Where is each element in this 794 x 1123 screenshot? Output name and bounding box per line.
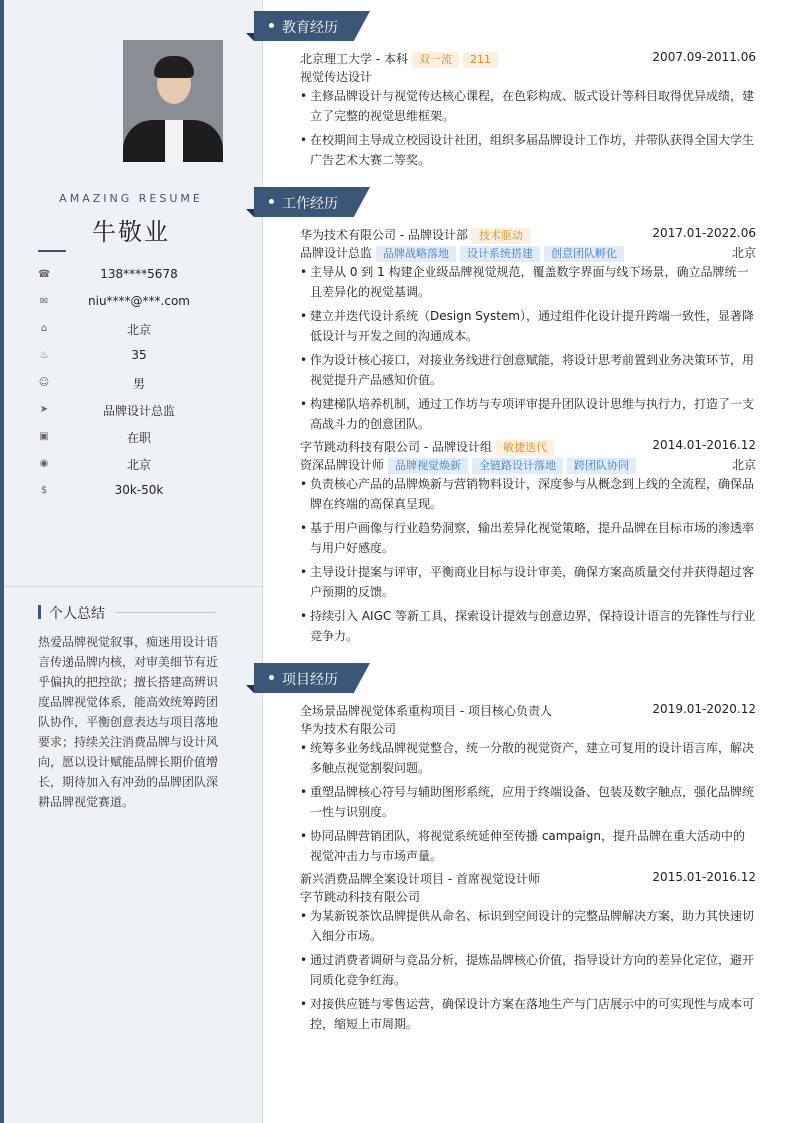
sidebar-divider (4, 586, 262, 587)
project-name: 新兴消费品牌全案设计项目 - 首席视觉设计师 (300, 872, 540, 886)
cake-icon: ♨ (39, 350, 49, 361)
info-gender (38, 375, 238, 395)
info-email (38, 294, 238, 314)
summary-marker (38, 605, 41, 619)
home-text: 北京 (126, 323, 151, 337)
home-icon: ⌂ (40, 323, 48, 334)
profile-photo (123, 40, 223, 162)
skill-tag: 品牌战略落地 (376, 246, 456, 262)
project-period: 2015.01-2016.12 (652, 870, 756, 884)
candidate-name: 牛敬业 (92, 218, 170, 246)
name-underline (38, 250, 66, 252)
info-position (38, 402, 238, 422)
work-header (254, 187, 370, 217)
summary-title: 个人总结 (49, 606, 105, 622)
location-text: 北京 (126, 458, 151, 472)
project-name: 全场景品牌视觉体系重构项目 - 项目核心负责人 (300, 704, 552, 718)
info-status (38, 429, 238, 449)
project-row (300, 702, 756, 720)
skill-tag: 跨团队协同 (567, 458, 636, 474)
skill-tag: 创意团队孵化 (544, 246, 624, 262)
job-role-row (300, 456, 756, 474)
education-header (254, 11, 370, 41)
education-major-row (300, 68, 756, 86)
face-icon: ☺ (38, 377, 50, 388)
job-tag: 敏捷迭代 (496, 440, 554, 456)
info-age (38, 348, 238, 368)
skill-tag: 全链路设计落地 (472, 458, 563, 474)
education-period: 2007.09-2011.06 (652, 50, 756, 64)
school-name: 北京理工大学 - 本科 (300, 52, 408, 66)
job-city: 北京 (731, 246, 756, 260)
job-role-row (300, 244, 756, 262)
job-role: 品牌设计总监 (300, 246, 373, 260)
job-tag: 技术驱动 (472, 228, 530, 244)
job-period: 2014.01-2016.12 (652, 438, 756, 452)
phone-icon: ☎ (38, 269, 51, 280)
brand-label: AMAZING RESUME (59, 192, 203, 205)
skill-tag: 设计系统搭建 (460, 246, 540, 262)
gender-text: 男 (132, 377, 145, 391)
location-icon: ◉ (39, 458, 49, 469)
job-row (300, 438, 756, 456)
info-phone (38, 267, 238, 287)
education-tag: 211 (463, 52, 498, 68)
job-city: 北京 (731, 458, 756, 472)
age-text: 35 (131, 348, 147, 362)
project-company-row (300, 888, 756, 906)
mail-icon: ✉ (39, 296, 49, 307)
sidebar (0, 0, 263, 1123)
phone-text: 138****5678 (100, 267, 178, 281)
briefcase-icon: ▣ (39, 431, 49, 442)
summary-text: 热爱品牌视觉叙事，痴迷用设计语言传递品牌内核，对审美细节有近乎偏执的把控欲；擅长搭建高辨识度品牌视觉体系，能高效统筹跨团队协作，平衡创意表达与项目落地要求；持续关注消费品牌与设计风向，愿以设计赋能品牌长期价值增长，期待加入有冲劲的品牌团队深耕品牌视觉赛道。 (38, 635, 219, 809)
projects-header (254, 663, 370, 693)
position-text: 品牌设计总监 (102, 404, 175, 418)
project-company: 字节跳动科技有限公司 (300, 890, 421, 904)
email-text: niu****@***.com (88, 294, 190, 308)
education-tag: 双一流 (412, 52, 459, 68)
project-row (300, 870, 756, 888)
education-title: 教育经历 (282, 20, 338, 36)
salary-text: 30k-50k (114, 483, 164, 497)
project-period: 2019.01-2020.12 (652, 702, 756, 716)
info-home (38, 321, 238, 341)
project-company-row (300, 720, 756, 738)
job-row (300, 226, 756, 244)
job-company: 华为技术有限公司 - 品牌设计部 (300, 228, 468, 242)
work-title: 工作经历 (282, 196, 338, 212)
send-icon: ➤ (39, 404, 49, 415)
education-major: 视觉传达设计 (300, 70, 373, 84)
skill-tag: 品牌视觉焕新 (388, 458, 468, 474)
info-location (38, 456, 238, 476)
projects-title: 项目经历 (282, 672, 338, 688)
education-row (300, 50, 756, 68)
summary-rule (115, 612, 215, 613)
job-period: 2017.01-2022.06 (652, 226, 756, 240)
salary-icon: $ (40, 485, 48, 496)
job-role: 资深品牌设计师 (300, 458, 385, 472)
info-salary (38, 483, 238, 503)
sidebar-accent-bar (0, 0, 4, 1123)
status-text: 在职 (126, 431, 151, 445)
job-company: 字节跳动科技有限公司 - 品牌设计组 (300, 440, 492, 454)
project-company: 华为技术有限公司 (300, 722, 397, 736)
